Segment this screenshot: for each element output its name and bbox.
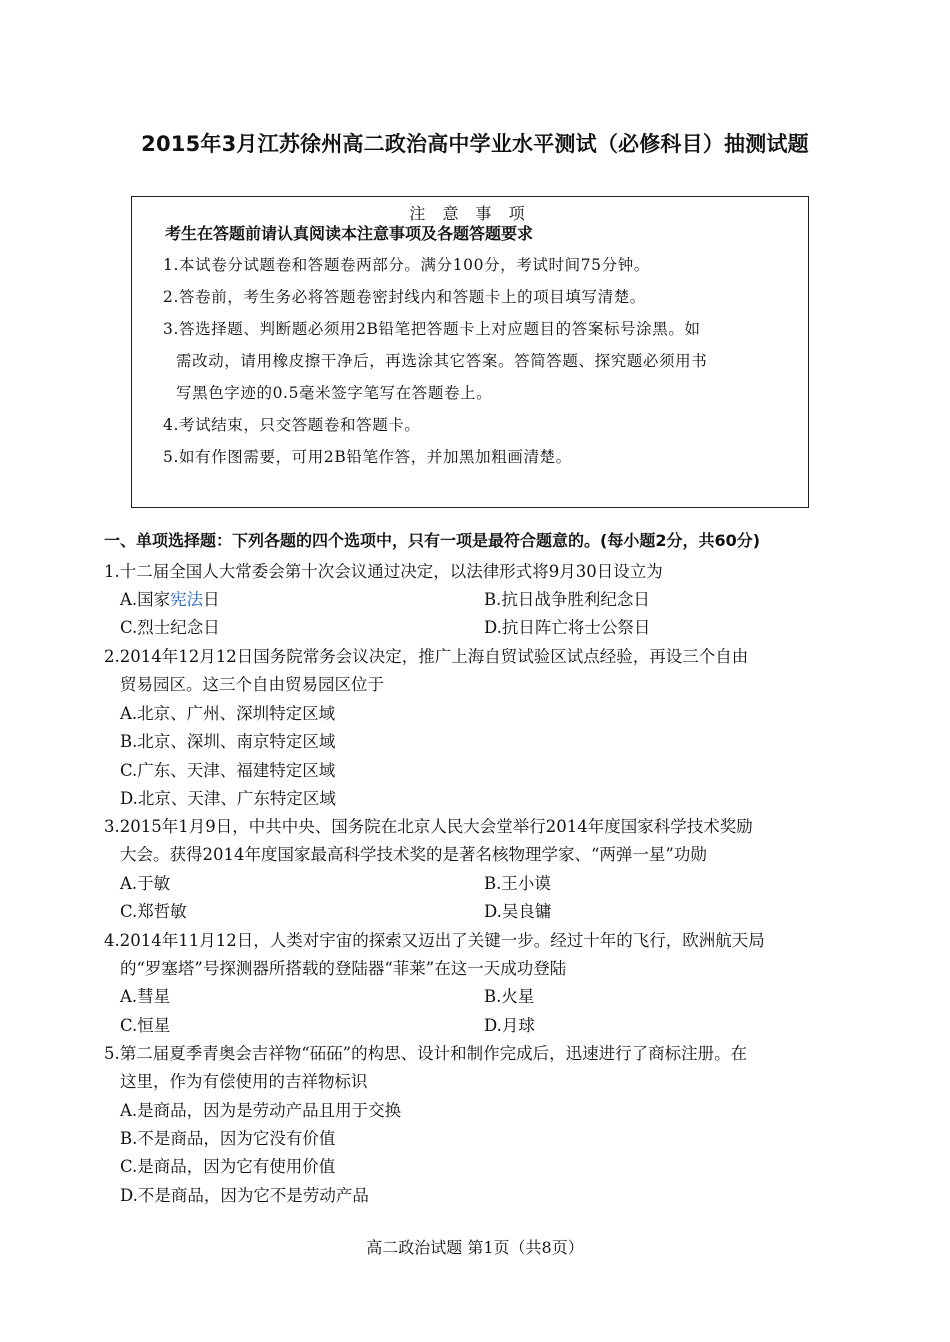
- q4-option-c: C.恒星: [120, 1016, 171, 1035]
- q5-option-c: C.是商品，因为它有使用价值: [120, 1157, 336, 1176]
- q5-option-d: D.不是商品，因为它不是劳动产品: [120, 1186, 369, 1205]
- question-2-cont: 贸易园区。这三个自由贸易园区位于: [120, 675, 384, 694]
- question-2: 2.2014年12月12日国务院常务会议决定，推广上海自贸试验区试点经验，再设三个自由: [104, 647, 749, 666]
- q3-option-c: C.郑哲敏: [120, 902, 187, 921]
- q1-option-a-suffix: 日: [203, 590, 220, 609]
- q4-option-a: A.彗星: [120, 987, 171, 1006]
- q1-option-a-prefix: A.国家: [120, 590, 171, 609]
- question-4-cont: 的“罗塞塔”号探测器所搭载的登陆器“菲莱”在这一天成功登陆: [120, 959, 567, 978]
- question-3: 3.2015年1月9日，中共中央、国务院在北京人民大会堂举行2014年度国家科学技术奖励: [104, 817, 753, 836]
- notice-heading: 注 意 事 项: [409, 204, 531, 223]
- q4-option-d: D.月球: [484, 1016, 535, 1035]
- q3-option-d: D.吴良镛: [484, 902, 552, 921]
- q1-option-b: B.抗日战争胜利纪念日: [484, 590, 650, 609]
- notice-item-3-cont: 需改动，请用橡皮擦干净后，再选涂其它答案。答简答题、探究题必须用书: [176, 352, 708, 370]
- question-3-cont: 大会。获得2014年度国家最高科学技术奖的是著名核物理学家、“两弹一星”功勋: [120, 845, 707, 864]
- q2-option-d: D.北京、天津、广东特定区域: [120, 789, 336, 808]
- q2-option-c: C.广东、天津、福建特定区域: [120, 761, 336, 780]
- q5-option-b: B.不是商品，因为它没有价值: [120, 1129, 336, 1148]
- notice-item-5: 5.如有作图需要，可用2B铅笔作答，并加黑加粗画清楚。: [163, 448, 572, 466]
- q3-option-b: B.王小谟: [484, 874, 551, 893]
- question-1: 1.十二届全国人大常委会第十次会议通过决定，以法律形式将9月30日设立为: [104, 562, 663, 581]
- question-4: 4.2014年11月12日，人类对宇宙的探索又迈出了关键一步。经过十年的飞行，欧洲航天局: [104, 931, 765, 950]
- notice-box: [131, 196, 809, 508]
- section-heading: 一、单项选择题：下列各题的四个选项中，只有一项是最符合题意的。(每小题2分，共60分): [104, 531, 761, 550]
- question-5-cont: 这里，作为有偿使用的吉祥物标识: [120, 1072, 368, 1091]
- notice-subheading: 考生在答题前请认真阅读本注意事项及各题答题要求: [165, 224, 534, 243]
- notice-item-1: 1.本试卷分试题卷和答题卷两部分。满分100分，考试时间75分钟。: [163, 256, 650, 274]
- q1-option-d: D.抗日阵亡将士公祭日: [484, 618, 651, 637]
- q1-option-a: [120, 586, 220, 610]
- page-footer: 高二政治试题 第1页（共8页）: [366, 1238, 584, 1257]
- q2-option-b: B.北京、深圳、南京特定区域: [120, 732, 336, 751]
- q2-option-a: A.北京、广州、深圳特定区域: [120, 704, 336, 723]
- notice-item-4: 4.考试结束，只交答题卷和答题卡。: [163, 416, 421, 434]
- q3-option-a: A.于敏: [120, 874, 171, 893]
- q1-option-c: C.烈士纪念日: [120, 618, 220, 637]
- q5-option-a: A.是商品，因为是劳动产品且用于交换: [120, 1101, 402, 1120]
- notice-item-3-cont2: 写黑色字迹的0.5毫米签字笔写在答题卷上。: [176, 384, 493, 402]
- notice-item-2: 2.答卷前，考生务必将答题卷密封线内和答题卡上的项目填写清楚。: [163, 288, 646, 306]
- notice-item-3: 3.答选择题、判断题必须用2B铅笔把答题卡上对应题目的答案标号涂黑。如: [163, 320, 701, 338]
- page-title: 2015年3月江苏徐州高二政治高中学业水平测试（必修科目）抽测试题: [141, 132, 809, 156]
- question-5: 5.第二届夏季青奥会吉祥物“砳砳”的构思、设计和制作完成后，迅速进行了商标注册。在: [104, 1044, 748, 1063]
- constitution-link[interactable]: 宪法: [170, 590, 204, 609]
- q4-option-b: B.火星: [484, 987, 535, 1006]
